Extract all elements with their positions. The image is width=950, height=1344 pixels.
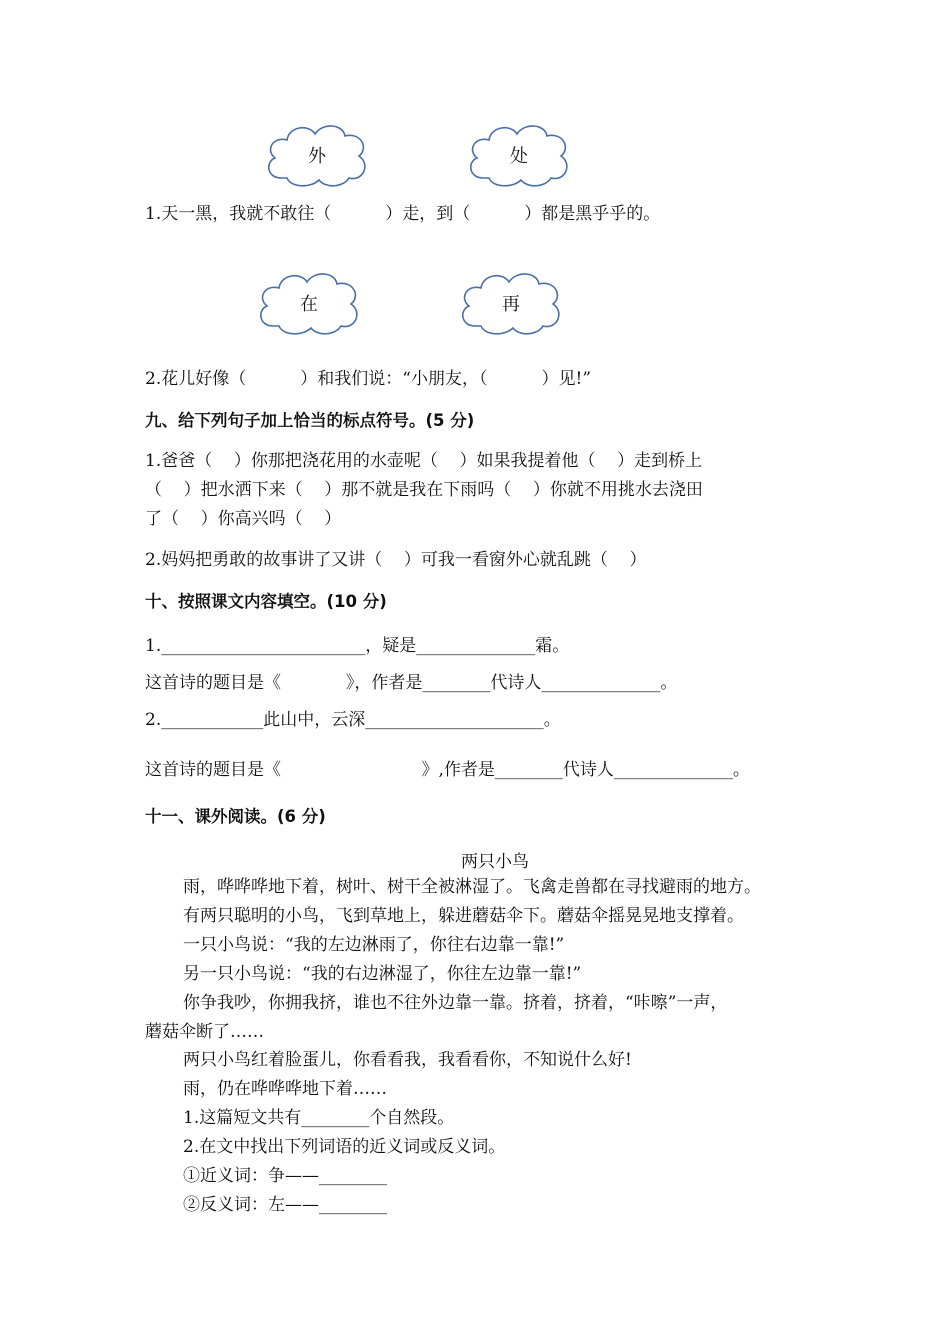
section-9-heading: 九、给下列句子加上恰当的标点符号。(5 分) bbox=[145, 411, 475, 430]
cloud-word: 外 bbox=[308, 146, 326, 167]
cloud-word: 处 bbox=[510, 146, 528, 167]
s11-question-2b: ②反义词：左——________ bbox=[183, 1195, 387, 1215]
passage-paragraph: 两只小鸟红着脸蛋儿，你看看我，我看看你，不知说什么好! bbox=[183, 1050, 632, 1070]
cloud-word-box bbox=[457, 268, 565, 338]
s9-question-1-line-3: 了（ ）你高兴吗（ ） bbox=[145, 509, 342, 529]
s10-line-4: 这首诗的题目是《 》,作者是________代诗人______________。 bbox=[145, 760, 750, 780]
s9-question-1-line-2: （ ）把水洒下来（ ）那不就是我在下雨吗（ ）你就不用挑水去浇田 bbox=[145, 480, 703, 500]
s8-question-2: 2.花儿好像（ ）和我们说：“小朋友，（ ）见!” bbox=[145, 369, 592, 389]
s10-line-3: 2.____________此山中，云深_____________________。 bbox=[145, 710, 561, 730]
passage-paragraph: 一只小鸟说：“我的左边淋雨了，你往右边靠一靠!” bbox=[183, 935, 565, 955]
section-11-heading: 十一、课外阅读。(6 分) bbox=[145, 807, 326, 826]
passage-paragraph: 另一只小鸟说：“我的右边淋湿了，你往左边靠一靠!” bbox=[183, 964, 582, 984]
section-10-heading: 十、按照课文内容填空。(10 分) bbox=[145, 592, 387, 611]
cloud-word-box bbox=[465, 120, 573, 190]
s10-line-2: 这首诗的题目是《 》，作者是________代诗人______________。 bbox=[145, 673, 678, 693]
passage-paragraph: 有两只聪明的小鸟，飞到草地上，躲进蘑菇伞下。蘑菇伞摇晃晃地支撑着。 bbox=[183, 906, 744, 926]
passage-paragraph: 你争我吵，你拥我挤，谁也不往外边靠一靠。挤着，挤着，“咔嚓”一声， bbox=[183, 993, 728, 1013]
s11-question-1: 1.这篇短文共有________个自然段。 bbox=[183, 1108, 455, 1128]
s11-question-2a: ①近义词：争——________ bbox=[183, 1166, 387, 1186]
passage-paragraph-continued: 蘑菇伞断了…… bbox=[145, 1022, 264, 1042]
passage-title: 两只小鸟 bbox=[461, 852, 529, 872]
s8-question-1: 1.天一黑，我就不敢往（ ）走，到（ ）都是黑乎乎的。 bbox=[145, 204, 661, 224]
cloud-word: 在 bbox=[300, 294, 318, 315]
s9-question-1-line-1: 1.爸爸（ ）你那把浇花用的水壶呢（ ）如果我提着他（ ）走到桥上 bbox=[145, 451, 703, 471]
cloud-word: 再 bbox=[502, 294, 520, 315]
s10-line-1: 1.________________________，疑是______________霜。 bbox=[145, 636, 570, 656]
cloud-word-box bbox=[263, 120, 371, 190]
cloud-word-box bbox=[255, 268, 363, 338]
s9-question-2: 2.妈妈把勇敢的故事讲了又讲（ ）可我一看窗外心就乱跳（ ） bbox=[145, 550, 647, 570]
passage-paragraph: 雨，仍在哗哗哗地下着…… bbox=[183, 1079, 387, 1099]
passage-paragraph: 雨，哗哗哗地下着，树叶、树干全被淋湿了。飞禽走兽都在寻找避雨的地方。 bbox=[183, 877, 761, 897]
s11-question-2: 2.在文中找出下列词语的近义词或反义词。 bbox=[183, 1137, 506, 1157]
